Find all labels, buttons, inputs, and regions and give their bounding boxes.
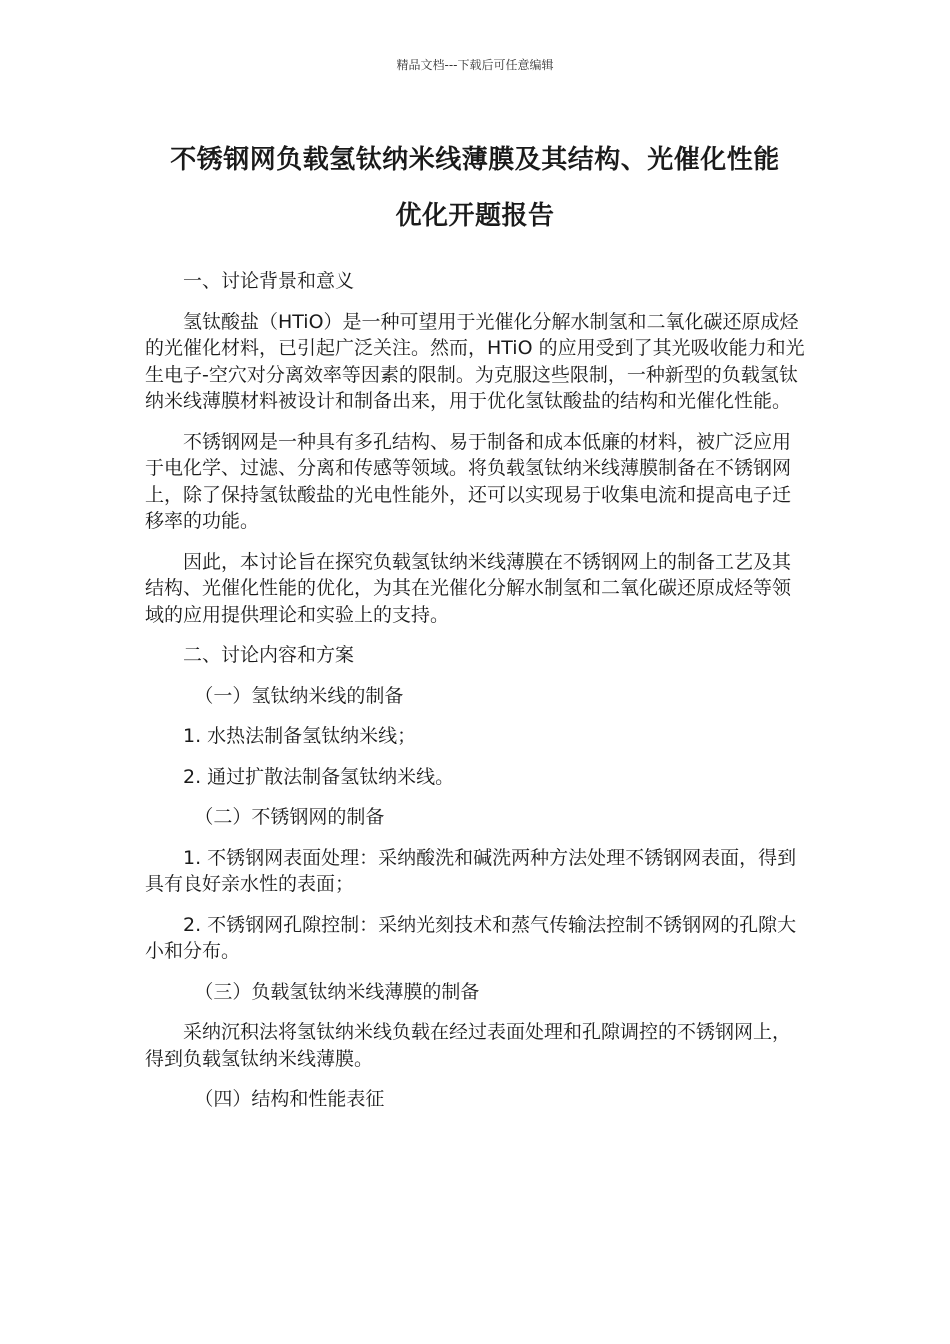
document-body (145, 268, 805, 1127)
section-heading: 二、讨论内容和方案 (183, 644, 355, 666)
subsection-heading: （四）结构和性能表征 (194, 1088, 385, 1110)
document-title (120, 132, 830, 244)
title-line-1: 不锈钢网负载氢钛纳米线薄膜及其结构、光催化性能 (170, 145, 780, 175)
paragraph: 采纳沉积法将氢钛纳米线负载在经过表面处理和孔隙调控的不锈钢网上，得到负载氢钛纳米线薄膜。 (145, 1021, 792, 1070)
paragraph: 不锈钢网是一种具有多孔结构、易于制备和成本低廉的材料，被广泛应用于电化学、过滤、分离和传感等领域。将负载氢钛纳米线薄膜制备在不锈钢网上，除了保持氢钛酸盐的光电性能外，还可以实现易于收集电流和提高电子迁移率的功能。 (145, 430, 792, 532)
section-heading: 一、讨论背景和意义 (183, 270, 355, 292)
subsection-heading: （三）负载氢钛纳米线薄膜的制备 (194, 980, 480, 1003)
list-item: 1. 水热法制备氢钛纳米线； (183, 725, 417, 747)
paragraph: 氢钛酸盐（HTiO）是一种可望用于光催化分解水制氢和二氧化碳还原成烃的光催化材料，已引起广泛关注。然而，HTiO 的应用受到了其光吸收能力和光生电子-空穴对分离效率等因素的限制。为克服这些限制，一种新型的负载氢钛纳米线薄膜材料被设计和制备出来，用于优化氢钛酸盐的结构和光催化性能。 (145, 310, 805, 412)
list-item: 2. 不锈钢网孔隙控制：采纳光刻技术和蒸气传输法控制不锈钢网的孔隙大小和分布。 (145, 913, 797, 962)
title-line-2: 优化开题报告 (395, 201, 555, 231)
paragraph: 因此，本讨论旨在探究负载氢钛纳米线薄膜在不锈钢网上的制备工艺及其结构、光催化性能的优化，为其在光催化分解水制氢和二氧化碳还原成烃等领域的应用提供理论和实验上的支持。 (145, 550, 792, 626)
page-header: 精品文档---下载后可任意编辑 (396, 58, 554, 72)
list-item: 2. 通过扩散法制备氢钛纳米线。 (183, 765, 455, 788)
list-item: 1. 不锈钢网表面处理：采纳酸洗和碱洗两种方法处理不锈钢网表面，得到具有良好亲水性的表面； (145, 846, 797, 895)
subsection-heading: （一）氢钛纳米线的制备 (194, 684, 404, 707)
subsection-heading: （二）不锈钢网的制备 (194, 806, 385, 828)
